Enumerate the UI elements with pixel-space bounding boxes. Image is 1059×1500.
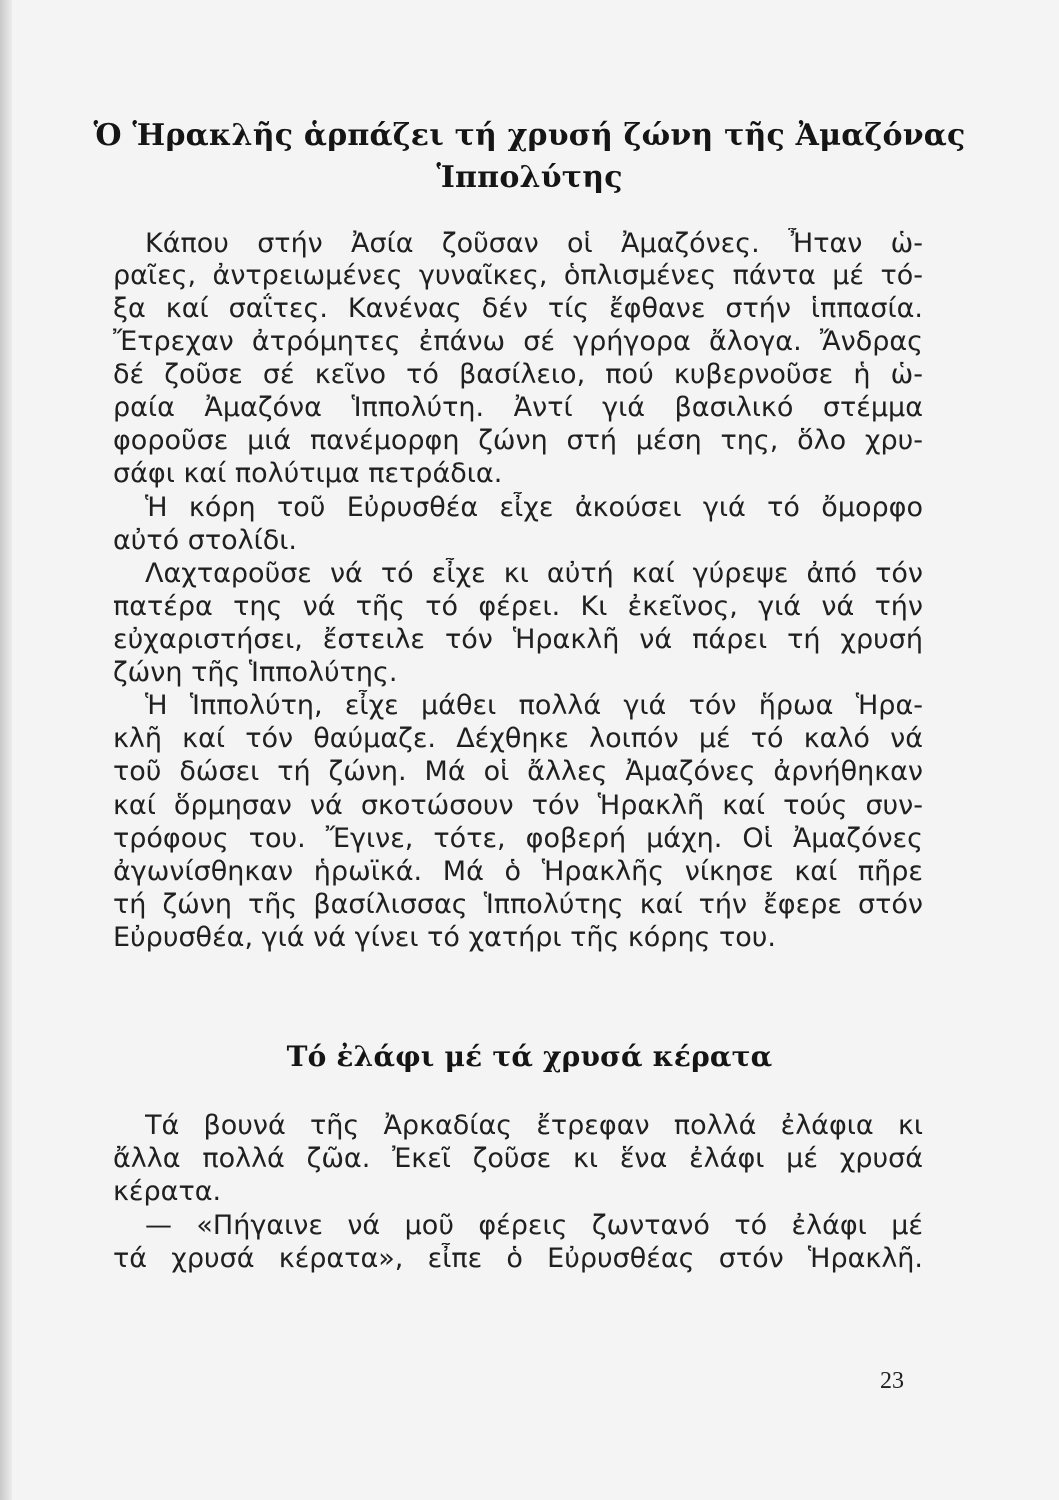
- text-line: Τά βουνά τῆς Ἀρκαδίας ἔτρεφαν πολλά ἐλάφια κι: [145, 1110, 923, 1141]
- text-line: δέ ζοῦσε σέ κεῖνο τό βασίλειο, πού κυβερνοῦσε ἡ ὡ-: [113, 359, 923, 390]
- text-line: τή ζώνη τῆς βασίλισσας Ἱππολύτης καί τήν ἔφερε στόν: [113, 889, 923, 920]
- text-line: ἀγωνίσθηκαν ἡρωϊκά. Μά ὁ Ἡρακλῆς νίκησε καί πῆρε: [113, 856, 923, 887]
- text-line: Εὐρυσθέα, γιά νά γίνει τό χατήρι τῆς κόρης του.: [113, 922, 776, 953]
- text-line: τά χρυσά κέρατα», εἶπε ὁ Εὐρυσθέας στόν Ἡρακλῆ.: [113, 1243, 923, 1274]
- text-line: εὐχαριστήσει, ἔστειλε τόν Ἡρακλῆ νά πάρει τή χρυσή: [113, 624, 923, 655]
- text-line: τοῦ δώσει τή ζώνη. Μά οἱ ἄλλες Ἀμαζόνες ἀρνήθηκαν: [113, 756, 923, 787]
- text-line: Λαχταροῦσε νά τό εἶχε κι αὐτή καί γύρεψε ἀπό τόν: [145, 558, 923, 589]
- text-line: πατέρα της νά τῆς τό φέρει. Κι ἐκεῖνος, γιά νά τήν: [113, 591, 923, 622]
- text-line: τρόφους του. Ἔγινε, τότε, φοβερή μάχη. Οἱ Ἀμαζόνες: [113, 823, 923, 854]
- text-line: ραία Ἀμαζόνα Ἱππολύτη. Ἀντί γιά βασιλικό στέμμα: [113, 392, 923, 423]
- text-line: Ἔτρεχαν ἀτρόμητες ἐπάνω σέ γρήγορα ἄλογα. Ἄνδρας: [113, 326, 923, 357]
- section-title-heracles-belt: Ὁ Ἡρακλῆς ἁρπάζει τή χρυσή ζώνη τῆς Ἀμαζόνας: [93, 118, 966, 153]
- page-gutter-shadow: [0, 0, 12, 1500]
- text-line: ραῖες, ἀντρειωμένες γυναῖκες, ὁπλισμένες πάντα μέ τό-: [113, 260, 923, 291]
- text-line: κέρατα.: [113, 1176, 222, 1207]
- text-line: καί ὅρμησαν νά σκοτώσουν τόν Ἡρακλῆ καί τούς συν-: [113, 790, 923, 821]
- text-line: Ἡ κόρη τοῦ Εὐρυσθέα εἶχε ἀκούσει γιά τό ὄμορφο: [145, 492, 923, 523]
- section-title-heracles-belt-line2: Ἱππολύτης: [436, 160, 623, 195]
- text-line: — «Πήγαινε νά μοῦ φέρεις ζωντανό τό ἐλάφι μέ: [145, 1210, 923, 1241]
- text-line: φοροῦσε μιά πανέμορφη ζώνη στή μέση της, ὅλο χρυ-: [113, 425, 923, 456]
- text-line: Κάπου στήν Ἀσία ζοῦσαν οἱ Ἀμαζόνες. Ἦταν ὡ-: [145, 228, 923, 259]
- text-line: κλῆ καί τόν θαύμαζε. Δέχθηκε λοιπόν μέ τό καλό νά: [113, 723, 923, 754]
- text-line: ξα καί σαΐτες. Κανένας δέν τίς ἔφθανε στήν ἱππασία.: [113, 293, 923, 324]
- text-line: ζώνη τῆς Ἱππολύτης.: [113, 657, 398, 688]
- text-line: αὐτό στολίδι.: [113, 525, 298, 556]
- section-title-golden-deer: Τό ἐλάφι μέ τά χρυσά κέρατα: [286, 1040, 773, 1073]
- page-number: 23: [880, 1368, 904, 1394]
- text-line: σάφι καί πολύτιμα πετράδια.: [113, 458, 503, 489]
- text-line: Ἡ Ἱππολύτη, εἶχε μάθει πολλά γιά τόν ἥρωα Ἡρα-: [145, 690, 923, 721]
- text-line: ἄλλα πολλά ζῶα. Ἐκεῖ ζοῦσε κι ἕνα ἐλάφι μέ χρυσά: [113, 1143, 923, 1174]
